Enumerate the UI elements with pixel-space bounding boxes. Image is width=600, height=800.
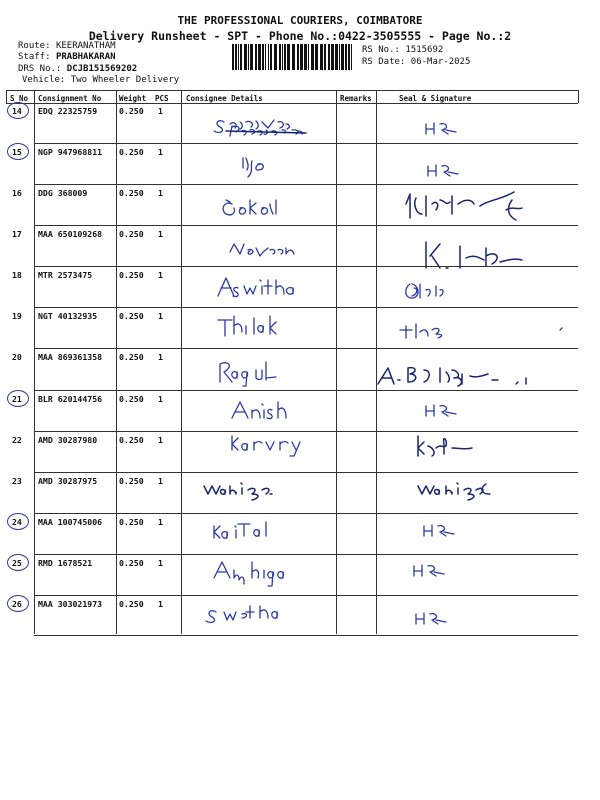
row-pcs: 1 [158, 229, 163, 239]
consignee-signature [232, 402, 286, 419]
row-weight: 0.250 [119, 599, 144, 609]
rs-no-value: 1515692 [405, 45, 444, 55]
seal-signature [428, 165, 458, 176]
consignee-signature [220, 362, 276, 386]
seal-signature [414, 565, 444, 576]
consignee-signature [218, 278, 293, 297]
consignee-signature [218, 316, 276, 336]
row-consignment-no: MAA 303021973 [38, 599, 103, 609]
row-sno: 24 [12, 517, 22, 527]
col-header-seal: Seal & Signature [399, 94, 472, 103]
vehicle-label: Vehicle: [22, 75, 66, 85]
row-weight: 0.250 [119, 311, 144, 321]
row-weight: 0.250 [119, 147, 144, 157]
consignee-signature [243, 158, 263, 177]
row-sno: 23 [12, 476, 22, 486]
row-weight: 0.250 [119, 106, 144, 116]
row-sno: 26 [12, 599, 22, 609]
row-pcs: 1 [158, 188, 163, 198]
company-title: THE PROFESSIONAL COURIERS, COIMBATORE [177, 14, 423, 27]
row-consignment-no: DDG 368009 [38, 188, 88, 198]
drs-value: DCJB15156920​2 [66, 64, 138, 74]
route-label: Route: [18, 41, 51, 51]
row-consignment-no: MTR 2573475 [38, 270, 93, 280]
row-sno: 16 [12, 188, 22, 198]
runsheet-title: Delivery Runsheet - SPT - Phone No.:0422-3505555 - Page No.:2 [88, 29, 512, 43]
row-pcs: 1 [158, 270, 163, 280]
row-pcs: 1 [158, 394, 163, 404]
col-header-sno: S No [10, 94, 29, 103]
rs-date-label: RS Date: [362, 57, 406, 67]
row-consignment-no: NGP 947968811 [38, 147, 103, 157]
row-pcs: 1 [158, 311, 163, 321]
col-header-consignment: Consignment No [38, 94, 102, 103]
consignee-signature [214, 522, 266, 538]
row-weight: 0.250 [119, 270, 144, 280]
seal-signature [378, 368, 526, 386]
consignee-signature [230, 244, 294, 256]
row-consignment-no: AMD 30287975 [38, 476, 98, 486]
row-sno: 15 [12, 147, 22, 157]
vehicle-value: Two Wheeler Delivery [70, 75, 180, 85]
col-header-consignee: Consignee Details [186, 94, 263, 103]
col-header-weight: Weight [119, 94, 147, 103]
consignee-signature [214, 562, 283, 586]
row-consignment-no: AMD 30287980 [38, 435, 98, 445]
row-consignment-no: MAA 869361358 [38, 352, 103, 362]
row-pcs: 1 [158, 476, 163, 486]
row-weight: 0.250 [119, 394, 144, 404]
row-weight: 0.250 [119, 558, 144, 568]
row-pcs: 1 [158, 352, 163, 362]
route-value: KEERANATHAM [55, 41, 116, 51]
row-sno: 25 [12, 558, 22, 568]
row-consignment-no: MAA 100745006 [38, 517, 103, 527]
row-sno: 14 [12, 106, 22, 116]
row-sno: 18 [12, 270, 22, 280]
row-sno: 21 [12, 394, 22, 404]
consignee-signature [223, 200, 276, 215]
consignee-signature [232, 436, 300, 456]
seal-signature [424, 525, 454, 536]
row-consignment-no: RMD 1678521 [38, 558, 93, 568]
row-pcs: 1 [158, 558, 163, 568]
row-consignment-no: MAA 650109268 [38, 229, 103, 239]
consignee-signature [214, 120, 306, 136]
row-pcs: 1 [158, 147, 163, 157]
row-weight: 0.250 [119, 229, 144, 239]
row-weight: 0.250 [119, 352, 144, 362]
row-sno: 22 [12, 435, 22, 445]
col-header-remarks: Remarks [340, 94, 372, 103]
seal-signature [418, 436, 472, 456]
row-weight: 0.250 [119, 476, 144, 486]
row-sno: 19 [12, 311, 22, 321]
row-consignment-no: EDQ 22325759 [38, 106, 98, 116]
row-pcs: 1 [158, 517, 163, 527]
seal-signature [406, 284, 443, 298]
row-weight: 0.250 [119, 435, 144, 445]
seal-signature [426, 405, 456, 416]
staff-value: PRABHAKARAN [55, 52, 116, 62]
seal-signature [406, 192, 522, 220]
row-pcs: 1 [158, 599, 163, 609]
row-sno: 17 [12, 229, 22, 239]
row-weight: 0.250 [119, 517, 144, 527]
col-header-pcs: PCS [155, 94, 169, 103]
staff-label: Staff: [18, 52, 51, 62]
drs-label: DRS No.: [18, 64, 62, 74]
seal-signature [426, 123, 456, 134]
row-sno: 20 [12, 352, 22, 362]
row-consignment-no: BLR 620144756 [38, 394, 103, 404]
row-pcs: 1 [158, 106, 163, 116]
rs-no-label: RS No.: [362, 45, 400, 55]
rs-date-value: 06-Mar-2025 [410, 57, 471, 67]
row-pcs: 1 [158, 435, 163, 445]
row-weight: 0.250 [119, 188, 144, 198]
consignee-signature [204, 483, 272, 500]
seal-signature [416, 613, 446, 624]
consignee-signature [206, 606, 277, 622]
seal-signature [400, 324, 562, 338]
row-consignment-no: NGT 40132935 [38, 311, 98, 321]
seal-signature [426, 242, 522, 268]
seal-signature [418, 483, 490, 500]
